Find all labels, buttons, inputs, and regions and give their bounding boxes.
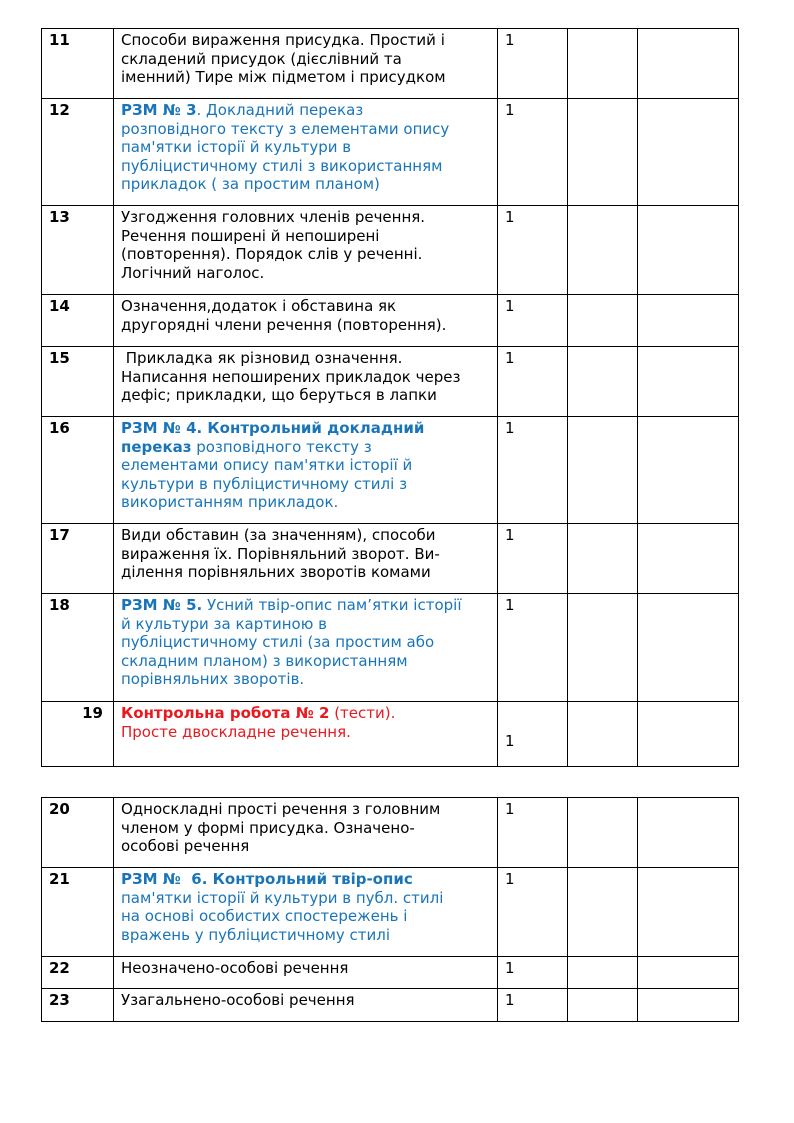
empty-cell bbox=[568, 206, 638, 295]
empty-cell bbox=[638, 295, 739, 347]
hours-cell: 1 bbox=[498, 524, 568, 594]
topic-line: Прикладка як різновид означення. bbox=[121, 349, 403, 367]
empty-cell bbox=[638, 524, 739, 594]
row-number: 18 bbox=[42, 594, 114, 702]
topic-line: вираження їх. Порівняльний зворот. Ви- bbox=[121, 544, 440, 563]
topic-line bbox=[121, 101, 490, 120]
topic-line: Просте двоскладне речення. bbox=[121, 722, 351, 741]
table-row bbox=[42, 347, 739, 417]
hours-cell: 1 bbox=[498, 29, 568, 99]
topic-cell bbox=[114, 29, 498, 99]
table-row bbox=[42, 798, 739, 868]
hours-cell: 1 bbox=[498, 702, 568, 767]
topic-line: Написання непоширених прикладок через bbox=[121, 367, 461, 386]
empty-cell bbox=[568, 594, 638, 702]
topic-line: іменний) Тире між підметом і присудком bbox=[121, 68, 446, 87]
topic-cell bbox=[114, 206, 498, 295]
empty-cell bbox=[568, 702, 638, 767]
table-row bbox=[42, 417, 739, 524]
topic-cell bbox=[114, 417, 498, 524]
table-row bbox=[42, 989, 739, 1022]
row-number: 19 bbox=[42, 702, 114, 767]
table-row bbox=[42, 868, 739, 957]
topic-line: на основі особистих спостережень і bbox=[121, 907, 408, 926]
row-number: 20 bbox=[42, 798, 114, 868]
empty-cell bbox=[568, 524, 638, 594]
table-row bbox=[42, 99, 739, 206]
hours-cell: 1 bbox=[498, 798, 568, 868]
topic-line: Способи вираження присудка. Простий і bbox=[121, 31, 445, 49]
topic-line: публіцистичному стилі з використанням bbox=[121, 156, 443, 175]
topic-line bbox=[121, 419, 490, 438]
row-number: 16 bbox=[42, 417, 114, 524]
table-row bbox=[42, 524, 739, 594]
topic-cell bbox=[114, 702, 498, 767]
topic-cell bbox=[114, 524, 498, 594]
topic-heading: Контрольна робота № 2 bbox=[121, 704, 330, 722]
topic-line: використанням прикладок. bbox=[121, 493, 339, 512]
empty-cell bbox=[638, 989, 739, 1022]
topic-line: й культури за картиною в bbox=[121, 614, 327, 633]
topic-line: Неозначено-особові речення bbox=[121, 959, 349, 977]
table-row bbox=[42, 957, 739, 989]
row-number: 22 bbox=[42, 957, 114, 989]
topic-line: Види обставин (за значенням), способи bbox=[121, 526, 436, 544]
topic-line: Логічний наголос. bbox=[121, 263, 265, 282]
topic-heading: переказ bbox=[121, 437, 192, 456]
topic-cell bbox=[114, 99, 498, 206]
topic-line: членом у формі присудка. Означено- bbox=[121, 818, 415, 837]
row-number: 23 bbox=[42, 989, 114, 1022]
topic-line: другорядні члени речення (повторення). bbox=[121, 315, 447, 334]
topic-cell bbox=[114, 989, 498, 1022]
topic-text: розповідного тексту з bbox=[191, 437, 372, 456]
empty-cell bbox=[638, 417, 739, 524]
hours-cell: 1 bbox=[498, 417, 568, 524]
topic-line: дефіс; прикладки, що беруться в лапки bbox=[121, 386, 437, 405]
empty-cell bbox=[638, 206, 739, 295]
topic-line bbox=[121, 870, 490, 889]
lesson-table-1 bbox=[41, 28, 739, 767]
empty-cell bbox=[568, 347, 638, 417]
empty-cell bbox=[638, 29, 739, 99]
topic-line: розповідного тексту з елементами опису bbox=[121, 119, 450, 138]
lesson-table-2 bbox=[41, 797, 739, 1022]
topic-text: . Докладний переказ bbox=[196, 101, 364, 119]
hours-cell: 1 bbox=[498, 957, 568, 989]
row-number: 13 bbox=[42, 206, 114, 295]
topic-line: Односкладні прості речення з головним bbox=[121, 800, 441, 818]
hours-cell: 1 bbox=[498, 989, 568, 1022]
topic-line: Узагальнено-особові речення bbox=[121, 991, 355, 1009]
topic-line: ділення порівняльних зворотів комами bbox=[121, 563, 431, 582]
topic-heading: РЗМ № 4. Контрольний докладний bbox=[121, 419, 425, 437]
topic-line: Означення,додаток і обставина як bbox=[121, 297, 397, 315]
table-row bbox=[42, 206, 739, 295]
topic-cell bbox=[114, 347, 498, 417]
empty-cell bbox=[568, 29, 638, 99]
topic-line: культури в публіцистичному стилі з bbox=[121, 474, 408, 493]
topic-text: (тести). bbox=[329, 704, 396, 722]
topic-line: пам'ятки історії й культури в публ. стилі bbox=[121, 888, 444, 907]
topic-cell bbox=[114, 295, 498, 347]
row-number: 17 bbox=[42, 524, 114, 594]
table-row bbox=[42, 702, 739, 767]
topic-line: вражень у публіцистичному стилі bbox=[121, 925, 391, 944]
topic-cell bbox=[114, 594, 498, 702]
topic-heading: РЗМ № 3 bbox=[121, 101, 197, 119]
row-number: 11 bbox=[42, 29, 114, 99]
topic-line bbox=[121, 704, 490, 723]
topic-line: порівняльних зворотів. bbox=[121, 670, 305, 689]
table-row bbox=[42, 29, 739, 99]
row-number: 15 bbox=[42, 347, 114, 417]
empty-cell bbox=[638, 957, 739, 989]
empty-cell bbox=[638, 347, 739, 417]
topic-line: прикладок ( за простим планом) bbox=[121, 175, 380, 194]
empty-cell bbox=[568, 868, 638, 957]
topic-line: особові речення bbox=[121, 837, 250, 856]
topic-line: публіцистичному стилі (за простим або bbox=[121, 633, 435, 652]
empty-cell bbox=[568, 798, 638, 868]
topic-line: елементами опису пам'ятки історії й bbox=[121, 456, 413, 475]
topic-line bbox=[121, 438, 490, 457]
topic-cell bbox=[114, 957, 498, 989]
topic-cell bbox=[114, 798, 498, 868]
topic-heading: РЗМ № 6. Контрольний твір-опис bbox=[121, 870, 413, 888]
topic-line bbox=[121, 596, 490, 615]
hours-cell: 1 bbox=[498, 206, 568, 295]
table-row bbox=[42, 295, 739, 347]
row-number: 21 bbox=[42, 868, 114, 957]
empty-cell bbox=[568, 99, 638, 206]
hours-cell: 1 bbox=[498, 295, 568, 347]
empty-cell bbox=[638, 594, 739, 702]
empty-cell bbox=[638, 702, 739, 767]
hours-cell: 1 bbox=[498, 868, 568, 957]
hours-cell: 1 bbox=[498, 99, 568, 206]
topic-heading: РЗМ № 5. bbox=[121, 596, 203, 614]
empty-cell bbox=[568, 295, 638, 347]
empty-cell bbox=[568, 417, 638, 524]
table-row bbox=[42, 594, 739, 702]
topic-line: складним планом) з використанням bbox=[121, 651, 408, 670]
hours-cell: 1 bbox=[498, 347, 568, 417]
empty-cell bbox=[638, 868, 739, 957]
topic-line: Узгодження головних членів речення. bbox=[121, 208, 426, 226]
empty-cell bbox=[568, 957, 638, 989]
topic-line: Речення поширені й непоширені bbox=[121, 226, 380, 245]
empty-cell bbox=[638, 798, 739, 868]
row-number: 12 bbox=[42, 99, 114, 206]
empty-cell bbox=[638, 99, 739, 206]
topic-line: складений присудок (дієслівний та bbox=[121, 49, 402, 68]
topic-text: Усний твір-опис пам’ятки історії bbox=[202, 596, 462, 614]
topic-cell bbox=[114, 868, 498, 957]
row-number: 14 bbox=[42, 295, 114, 347]
topic-line: пам'ятки історії й культури в bbox=[121, 138, 352, 157]
hours-cell: 1 bbox=[498, 594, 568, 702]
topic-line: (повторення). Порядок слів у реченні. bbox=[121, 245, 423, 264]
empty-cell bbox=[568, 989, 638, 1022]
